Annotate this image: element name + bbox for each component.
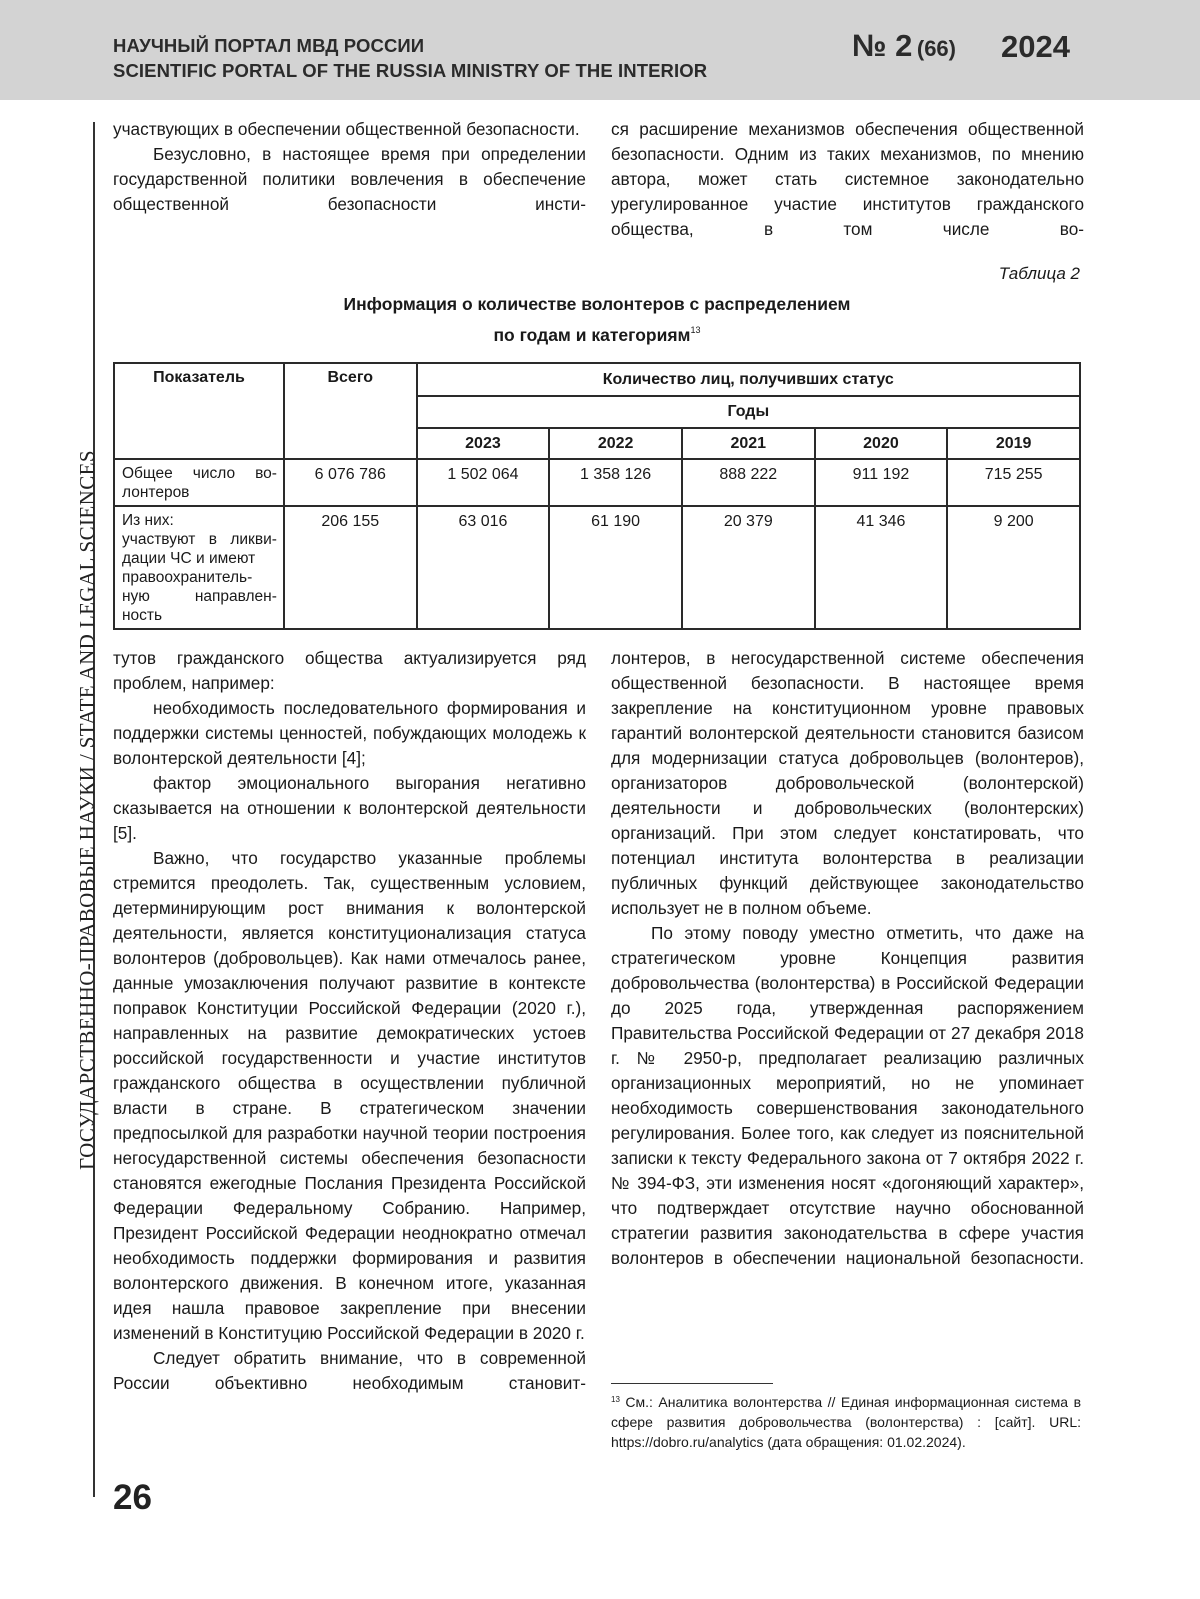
year-header-2019: 2019 (947, 428, 1080, 459)
paragraph: тутов гражданского общества актуализируется ряд проблем, например: (113, 648, 586, 693)
footnote-rule (611, 1383, 773, 1384)
table-row (114, 506, 1080, 629)
year-header-2022: 2022 (549, 428, 682, 459)
cell-value: 888 222 (682, 459, 815, 506)
table-caption: Таблица 2 (998, 264, 1080, 283)
row-label-line: ную направлен- (122, 588, 277, 605)
cell-value: 61 190 (549, 506, 682, 629)
cell-value: 911 192 (815, 459, 948, 506)
row-label-line: участвуют в ликви- (122, 531, 277, 548)
bottom-left-column (113, 646, 586, 1471)
table-title-line2: по годам и категориям (493, 325, 691, 345)
issue-number: № 2 (852, 28, 913, 63)
row-label-line: лонтеров (122, 484, 190, 501)
year-header-2020: 2020 (815, 428, 948, 459)
cell-value: 1 358 126 (549, 459, 682, 506)
paragraph: необходимость последовательного формирования и поддержки системы ценностей, побуждающих молодежь к волонтерской деятельности [4]; (113, 698, 586, 768)
col-header-group: Количество лиц, получивших статус (417, 363, 1080, 396)
bottom-right-column (611, 646, 1084, 1346)
issue-sequence: (66) (916, 36, 956, 61)
paragraph: Безусловно, в настоящее время при определении государственной политики вовлечения в обеспечение общественной безопасности инсти- (113, 144, 586, 214)
cell-total: 206 155 (284, 506, 417, 629)
journal-title-ru: НАУЧНЫЙ ПОРТАЛ МВД РОССИИ (113, 35, 425, 56)
paragraph: Важно, что государство указанные проблемы стремится преодолеть. Так, существенным условием, детерминирующим рост внимания к волонтерской деятельности, является конституционализация статуса волонтеров (добровольцев). Как нами отмечалось ранее, данные умозаключения получают развитие в контексте поправок Конституции Российской Федерации (2020 г.), направленных на развитие демократических устоев российской государственности и участие институтов гражданского общества в осуществлении публичной власти в стране. В стратегическом значении предпосылкой для разработки научной теории построения негосударственной системы обеспечения безопасности становятся ежегодные Послания Президента Российской Федерации Федеральному Собранию. Например, Президент Российской Федерации неоднократно отмечал необходимость поддержки формирования и развития волонтерского движения. В конечном итоге, указанная идея нашла правовое закрепление при внесении изменений в Конституцию Российской Федерации в 2020 г. (113, 848, 586, 1343)
paragraph: ся расширение механизмов обеспечения общественной безопасности. Одним из таких механизмов, по мнению автора, может стать системное законодательно урегулированное участие институтов гражданского общества, в том числе во- (611, 119, 1084, 239)
paragraph: Следует обратить внимание, что в современной России объективно необходимым становит- (113, 1348, 586, 1393)
paragraph: лонтеров, в негосударственной системе обеспечения общественной безопасности. В настоящее время закрепление на конституционном уровне правовых гарантий волонтерской деятельности становится базисом для модернизации статуса добровольцев (волонтеров), организаторов добровольческой (волонтерской) деятельности и добровольческих (волонтерских) организаций. При этом следует констатировать, что потенциал института волонтерства в реализации публичных функций действующее законодательство использует не в полном объеме. (611, 648, 1084, 918)
col-header-indicator: Показатель (114, 363, 284, 459)
footnote-text: См.: Аналитика волонтерства // Единая информационная система в сфере развития добровольчества (волонтерства) : [сайт]. URL: https://dobro.ru/analytics (дата обращения: 01.02.2024). (611, 1394, 1082, 1450)
issue-label (852, 28, 956, 64)
row-label-line: Общее число во- (122, 465, 277, 482)
row-label (114, 506, 284, 629)
cell-value: 41 346 (815, 506, 948, 629)
footnote-ref: 13 (690, 325, 701, 335)
year-header-2023: 2023 (417, 428, 550, 459)
footnote (611, 1390, 1081, 1452)
paragraph: По этому поводу уместно отметить, что даже на стратегическом уровне Концепция развития добровольчества (волонтерства) в Российской Федерации до 2025 года, утвержденная распоряжением Правительства Российской Федерации от 27 декабря 2018 г. № 2950-р, предполагает реализацию различных организационных мероприятий, но не упоминает необходимость совершенствования законодательного регулирования. Более того, как следует из пояснительной записки к тексту Федерального закона от 7 октября 2022 г. № 394-ФЗ, эти изменения носят «догоняющий характер», что подтверждает отсутствие научно обоснованной стратегии развития законодательства в сфере участия волонтеров в обеспечении национальной безопасности. (611, 923, 1084, 1268)
top-right-column (611, 117, 1084, 242)
cell-value: 63 016 (417, 506, 550, 629)
issue-year: 2024 (1001, 29, 1070, 64)
row-label-line: дации ЧС и имеют (122, 550, 256, 567)
paragraph: участвующих в обеспечении общественной безопасности. (113, 119, 580, 139)
table-row (114, 459, 1080, 506)
paragraph: фактор эмоционального выгорания негативно сказывается на отношении к волонтерской деятельности [5]. (113, 773, 586, 843)
cell-value: 715 255 (947, 459, 1080, 506)
cell-value: 20 379 (682, 506, 815, 629)
row-label-line: Из них: (122, 512, 174, 529)
cell-total: 6 076 786 (284, 459, 417, 506)
volunteer-table (113, 362, 1081, 630)
cell-value: 9 200 (947, 506, 1080, 629)
page-number: 26 (113, 1478, 152, 1517)
row-label-line: ность (122, 607, 163, 624)
section-side-label: ГОСУДАРСТВЕННО-ПРАВОВЫЕ НАУКИ / STATE AND LEGAL SCIENCES (75, 450, 99, 1170)
table-title-line1: Информация о количестве волонтеров с распределением (343, 294, 851, 314)
top-left-column (113, 117, 586, 242)
journal-title-en: SCIENTIFIC PORTAL OF THE RUSSIA MINISTRY OF THE INTERIOR (113, 60, 708, 81)
year-header-2021: 2021 (682, 428, 815, 459)
cell-value: 1 502 064 (417, 459, 550, 506)
col-header-total: Всего (284, 363, 417, 459)
footnote-number: 13 (611, 1395, 620, 1404)
row-label (114, 459, 284, 506)
row-label-line: правоохранитель- (122, 569, 253, 586)
col-header-years: Годы (417, 396, 1080, 428)
table-title (114, 291, 1080, 348)
